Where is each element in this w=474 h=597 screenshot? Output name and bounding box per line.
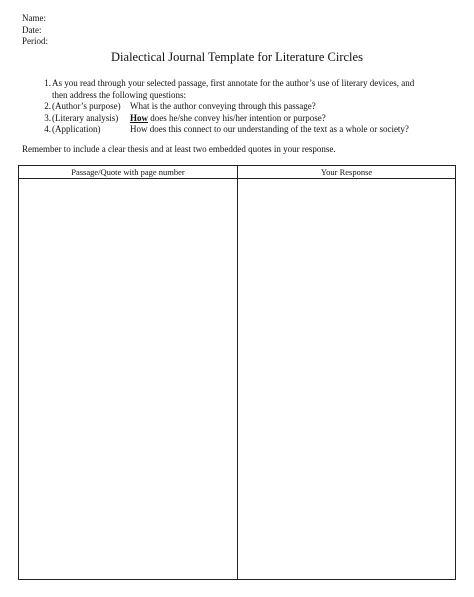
response-column-header: Your Response xyxy=(320,167,373,177)
name-field-label: Name: xyxy=(22,13,46,23)
question-text: As you read through your selected passage, first annotate for the author’s use of literary devices, and xyxy=(52,78,415,88)
question-item-1 xyxy=(22,78,462,90)
question-category: (Literary analysis) xyxy=(52,112,119,123)
question-text: How does this connect to our understanding of the text as a whole or society? xyxy=(130,124,409,134)
question-text-continued: then address the following questions: xyxy=(52,89,186,100)
reminder-note: Remember to include a clear thesis and at least two embedded quotes in your response. xyxy=(22,144,336,154)
date-field-label: Date: xyxy=(22,24,42,35)
question-number: 3. xyxy=(44,112,51,123)
emphasized-word: How xyxy=(130,112,148,123)
question-list xyxy=(22,78,462,136)
period-field-label: Period: xyxy=(22,36,48,46)
student-info-fields xyxy=(22,13,48,48)
question-text-rest: does he/she convey his/her intention or purpose? xyxy=(148,112,326,123)
question-text: What is the author conveying through this passage? xyxy=(130,101,316,111)
question-category: (Author’s purpose) xyxy=(52,101,121,111)
document-title: Dialectical Journal Template for Literature Circles xyxy=(111,50,363,64)
passage-column-header: Passage/Quote with page number xyxy=(71,167,185,177)
question-number: 1. xyxy=(44,78,51,88)
question-item-1-continued xyxy=(22,90,462,102)
question-item-2 xyxy=(22,101,462,113)
response-writing-area[interactable] xyxy=(238,179,455,579)
question-text xyxy=(130,113,326,125)
question-item-3 xyxy=(22,113,462,125)
passage-writing-area[interactable] xyxy=(19,179,237,579)
question-number: 4. xyxy=(44,124,51,134)
question-number: 2. xyxy=(44,101,51,111)
question-category: (Application) xyxy=(52,124,101,134)
journal-table xyxy=(18,165,456,580)
question-item-4 xyxy=(22,124,462,136)
